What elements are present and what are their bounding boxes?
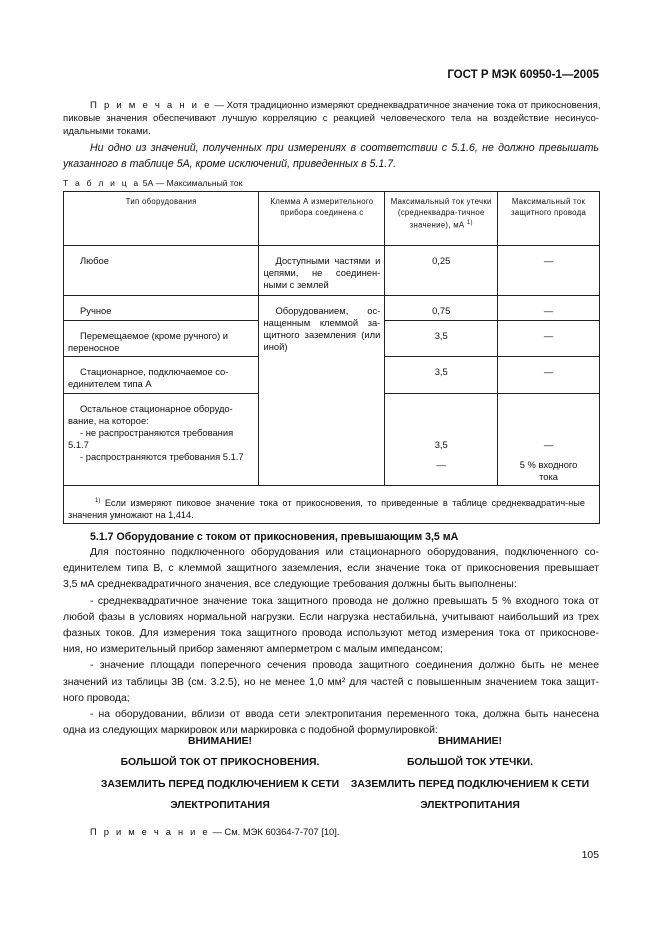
cell-pe: — [498, 246, 600, 296]
requirement-line: Ни одно из значений, полученных при измерениях в соответствии с 5.1.6, не должно превышать [90, 142, 599, 154]
table-caption [63, 178, 242, 188]
cell-pe: — [498, 296, 600, 321]
body-line: - значение площади поперечного сечения провода защитного соединения должно быть не менее [90, 660, 599, 672]
note-line [63, 99, 599, 112]
body-line: любой фазы в условиях нормальной нагрузки. Если нагрузка нестабильна, учитывают наибольший из трех [63, 611, 599, 623]
warning-marking-touch-current [80, 731, 360, 816]
table-footnote [64, 486, 600, 524]
body-line: Для постоянно подключенного оборудования или стационарного оборудования, подключенного со- [90, 547, 599, 558]
cell-type: Перемещаемое (кроме ручного) и переносное [64, 321, 259, 357]
body-line: - на оборудовании, вблизи от ввода сети электропитания переменного тока, должна быть нанесена [90, 709, 599, 721]
cell-leak [385, 394, 498, 486]
cell-pe: — [498, 321, 600, 357]
cell-subtype: - не распространяются требования 5.1.7 [68, 427, 234, 450]
document-id-header: ГОСТ Р МЭК 60950-1—2005 [447, 69, 599, 81]
warning-line: ВНИМАНИЕ! [188, 736, 252, 747]
cell-type: Любое [64, 246, 259, 296]
warning-line: БОЛЬШОЙ ТОК УТЕЧКИ. [406, 757, 534, 769]
body-line: одна из следующих маркировок или маркировка с подобной формулировкой: [63, 725, 438, 737]
warning-marking-leakage-current [330, 731, 610, 816]
header-pe-current: Максимальный ток защитного провода [498, 192, 600, 246]
warning-line: ЗАЗЕМЛИТЬ ПЕРЕД ПОДКЛЮЧЕНИЕМ К СЕТИ [100, 778, 340, 790]
section-body [63, 545, 599, 739]
note-label: П р и м е ч а н и е [90, 100, 212, 111]
leak-value: 3,5 [434, 439, 448, 450]
note-label: П р и м е ч а н и е [90, 826, 210, 837]
table-row [64, 246, 600, 296]
body-line: фазных токов. Для измерения тока защитного провода используют метод измерения тока от прикоснове- [63, 628, 599, 640]
requirement-paragraph [63, 141, 599, 172]
caption-text: 5А — Максимальный ток [142, 178, 243, 188]
body-line: 3,5 мА среднеквадратичного значения, все следующие требования должны быть выполнены: [63, 579, 517, 591]
body-line: ния, но измерительный прибор заменяют амперметром с малым импедансом; [63, 644, 443, 656]
header-terminal: Клемма А измерительного прибора соединена с [259, 192, 385, 246]
cell-type: Ручное [64, 296, 259, 321]
warning-line: ВНИМАНИЕ! [438, 736, 502, 747]
requirement-line: указанного в таблице 5А, кроме исключений, приведенных в 5.1.7. [63, 157, 397, 170]
footnote-ref: 1) [466, 220, 473, 226]
leak-value: — [436, 459, 446, 470]
warning-line: ЗАЗЕМЛИТЬ ПЕРЕД ПОДКЛЮЧЕНИЕМ К СЕТИ [350, 778, 590, 790]
warning-line: ЭЛЕКТРОПИТАНИЯ [170, 799, 270, 811]
note-paragraph [63, 99, 599, 138]
cell-type: Стационарное, подключаемое со-единителем типа А [64, 357, 259, 394]
body-line: единителем типа В, с клеммой защитного заземления, если значение тока от прикосновения превышает [63, 563, 599, 575]
note-text: — Хотя традиционно измеряют среднеквадратичное значение тока от прикосновения, [214, 100, 601, 111]
header-leak-current [385, 192, 498, 246]
header-equipment-type: Тип оборудования [64, 192, 259, 246]
warning-line: ЭЛЕКТРОПИТАНИЯ [420, 799, 520, 811]
table-header-row [64, 192, 600, 246]
caption-label: Т а б л и ц а [63, 178, 141, 188]
cell-type-text: Остальное стационарное оборудо-вание, на которое: [68, 403, 233, 426]
pe-value: 5 % входного тока [519, 459, 578, 482]
footnote-mark: 1) [95, 498, 101, 504]
cell-pe: — [498, 357, 600, 394]
note-line: идальными токами. [63, 126, 151, 137]
cell-pe [498, 394, 600, 486]
table-row [64, 296, 600, 321]
note-line: пиковые значения обеспечивают лучшую корреляцию с реакцией человеческого тела на воздействие несинусо- [63, 113, 599, 124]
body-line: - среднеквадратичное значение тока защитного провода не должно превышать 5 % входного тока от [90, 595, 599, 607]
cell-leak: 0,25 [385, 246, 498, 296]
footnote-text: Если измеряют пиковое значение тока от прикосновения, то приведенные в таблице среднеквадратич-ные значения умножают на 1,414. [68, 498, 585, 521]
page-number: 105 [581, 850, 599, 861]
cell-subtype: - распространяются требования 5.1.7 [80, 451, 244, 462]
pe-value: — [543, 439, 554, 450]
cell-terminal: Оборудованием, ос-нащенным клеммой за-щитного заземления (или иной) [259, 296, 385, 486]
cell-leak: 3,5 [385, 357, 498, 394]
table-footnote-row [64, 486, 600, 524]
note-reference [90, 826, 339, 837]
body-line: ного провода; [63, 692, 130, 704]
max-current-table [63, 191, 600, 524]
cell-leak: 3,5 [385, 321, 498, 357]
header-text: Максимальный ток утечки (среднеквадра-тичное значение), мА [390, 197, 492, 230]
note-text: — См. МЭК 60364-7-707 [10]. [212, 826, 340, 837]
cell-terminal: Доступными частями и цепями, не соединен-ными с землей [259, 246, 385, 296]
warning-line: БОЛЬШОЙ ТОК ОТ ПРИКОСНОВЕНИЯ. [120, 757, 320, 769]
cell-type [64, 394, 259, 486]
body-line: значений из таблицы 3В (см. 3.2.5), но не менее 1,0 мм² для частей с повышенным значением тока защит- [63, 676, 599, 688]
cell-leak: 0,75 [385, 296, 498, 321]
section-heading: 5.1.7 Оборудование с током от прикосновения, превышающим 3,5 мА [90, 531, 459, 543]
